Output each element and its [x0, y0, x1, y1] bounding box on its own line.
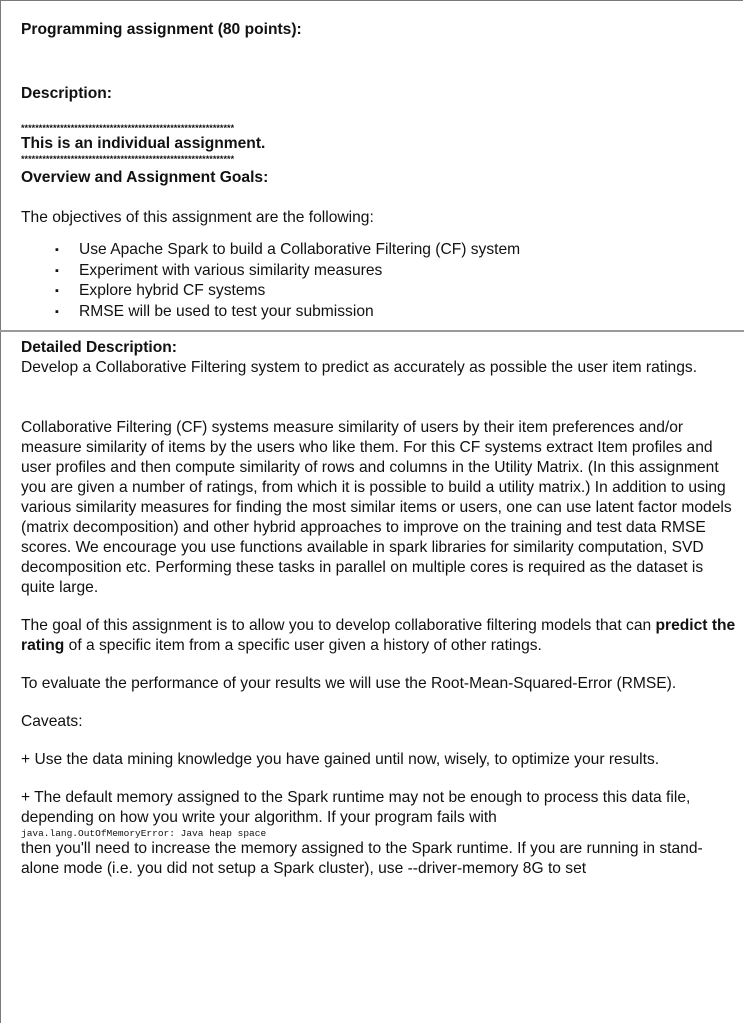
overview-heading: Overview and Assignment Goals:: [21, 169, 269, 186]
goal-text-bold: predict the rating: [21, 617, 736, 654]
goal-text-pre: The goal of this assignment is to allow you to develop collaborative filtering models that can: [21, 617, 656, 634]
stars-divider-top: ************************************************************: [21, 124, 235, 133]
goal-text: Experiment with various similarity measures: [79, 261, 383, 279]
list-item: [55, 240, 739, 261]
goals-list: [21, 240, 739, 322]
goal-paragraph: [21, 616, 739, 656]
description-heading: Description:: [21, 85, 112, 102]
goal-text: Explore hybrid CF systems: [79, 282, 266, 299]
list-item: [55, 281, 739, 302]
caveat-1: + Use the data mining knowledge you have gained until now, wisely, to optimize your results.: [21, 751, 660, 768]
bullet-icon: ▪: [55, 264, 59, 277]
list-item: [55, 261, 739, 282]
bullet-icon: ▪: [55, 285, 59, 297]
section-divider: [0, 330, 744, 332]
evaluate-paragraph: To evaluate the performance of your results we will use the Root-Mean-Squared-Error (RMSE).: [21, 675, 677, 692]
objectives-intro: The objectives of this assignment are the following:: [21, 209, 374, 226]
stars-divider-bottom: ************************************************************: [21, 155, 235, 164]
goal-text: Use Apache Spark to build a Collaborative Filtering (CF) system: [79, 241, 521, 258]
goal-text: RMSE will be used to test your submission: [79, 302, 374, 320]
detailed-intro: Develop a Collaborative Filtering system to predict as accurately as possible the user item ratings.: [21, 359, 698, 376]
page-title: Programming assignment (80 points):: [21, 21, 302, 38]
cf-paragraph: Collaborative Filtering (CF) systems measure similarity of users by their item preferences and/or measure similarity of items by the users who like them. For this CF systems extract Item profiles and user profiles and then compute similarity of rows and columns in the Utility Matrix. (In this assignment you are given a number of ratings, from which it is possible to build a utility matrix.) In addition to using various similarity measures for finding the most similar items or users, one can use latent factor models (matrix decomposition) and other hybrid approaches to improve on the training and test data RMSE scores. We encourage you use functions available in spark libraries for similarity computation, SVD decomposition etc. Performing these tasks in parallel on multiple cores is required as the dataset is quite large.: [21, 419, 732, 596]
caveat-2-post: then you'll need to increase the memory assigned to the Spark runtime. If you are running in stand-alone mode (i.e. you did not setup a Spark cluster), use --driver-memory 8G to set: [21, 840, 703, 877]
document-content: [21, 20, 739, 879]
caveat-2-pre: + The default memory assigned to the Spark runtime may not be enough to process this data file, depending on how you write your algorithm. If your program fails with: [21, 789, 691, 826]
caveat-2: [21, 788, 739, 879]
code-snippet: java.lang.OutOfMemoryError: Java heap space: [21, 828, 267, 839]
bullet-icon: ▪: [55, 305, 59, 318]
goal-text-post: of a specific item from a specific user given a history of other ratings.: [64, 637, 542, 654]
list-item: [55, 302, 739, 323]
individual-assignment-note: This is an individual assignment.: [21, 135, 266, 152]
detailed-description-heading: Detailed Description:: [21, 339, 177, 356]
bullet-icon: ▪: [55, 244, 59, 256]
caveats-label: Caveats:: [21, 713, 83, 730]
